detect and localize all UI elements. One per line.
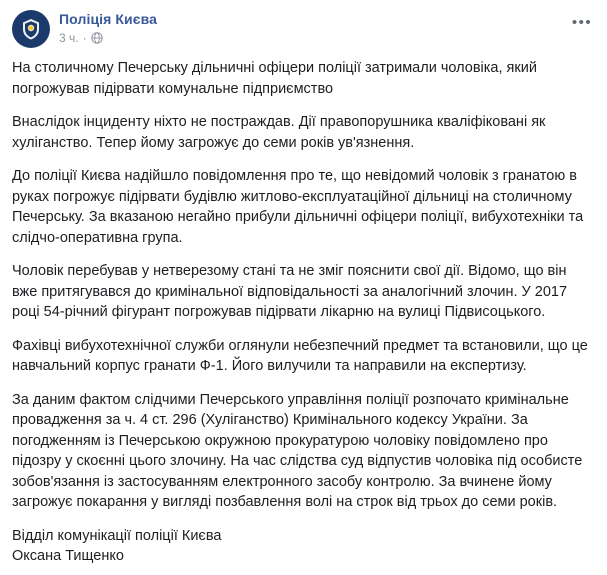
signature-line-2: Оксана Тищенко [12,548,124,564]
post-paragraph-1: На столичному Печерську дільничні офіцери поліції затримали чоловіка, який погрожував підірвати комунальне підприємство [12,60,537,97]
post-meta [59,31,157,45]
post-options-button[interactable]: ••• [571,14,593,31]
post-paragraph-6: За даним фактом слідчими Печерського управління поліції розпочато кримінальне провадження за ч. 4 ст. 296 (Хуліганство) Кримінального кодексу України. За погодженням із Печерською окружною прокуратурою чоловіку повідомлено про підозру у скоєнні цього злочину. На час слідства суд відпустив чоловіка під особисте зобов'язання із застосуванням електронного засобу контролю. За вчинене йому загрожує покарання у вигляді позбавлення волі на строк від трьох до семи років. [12,391,583,510]
signature-line-1: Відділ комунікації поліції Києва [12,527,222,544]
post-body [12,58,595,567]
post-paragraph-5: Фахівці вибухотехнічної служби оглянули небезпечний предмет та встановили, що це навчальний корпус гранати Ф-1. Його вилучили та направили на експертизу. [12,337,588,374]
meta-separator: · [82,31,87,45]
post-timestamp[interactable]: 3 ч. [59,31,79,45]
page-name[interactable]: Поліція Києва [59,11,157,27]
post-paragraph-4: Чоловік перебував у нетверезому стані та не зміг пояснити свої дії. Відомо, що він вже притягувався до кримінальної відповідальності за аналогічний злочин. У 2017 році 54-річний фігурант погрожував підірвати лікарню на вулиці Підвисоцького. [12,263,568,320]
avatar[interactable] [12,10,50,48]
globe-icon [91,32,103,44]
post-header-text [59,10,157,45]
post-paragraph-2: Внаслідок інциденту ніхто не постраждав. Дії правопорушника кваліфіковані як хуліганство. Тепер йому загрожує до семи років ув'язнення. [12,114,546,151]
post-header [12,10,595,48]
post-paragraph-3: До поліції Києва надійшло повідомлення про те, що невідомий чоловік з гранатою в руках погрожує підірвати будівлю житлово-експлуатаційної дільниці на столичному Печерську. За вказаною негайно прибули дільничні офіцери поліції, вибухотехніки та слідчо-оперативна група. [12,168,584,246]
post-signature [12,526,595,567]
